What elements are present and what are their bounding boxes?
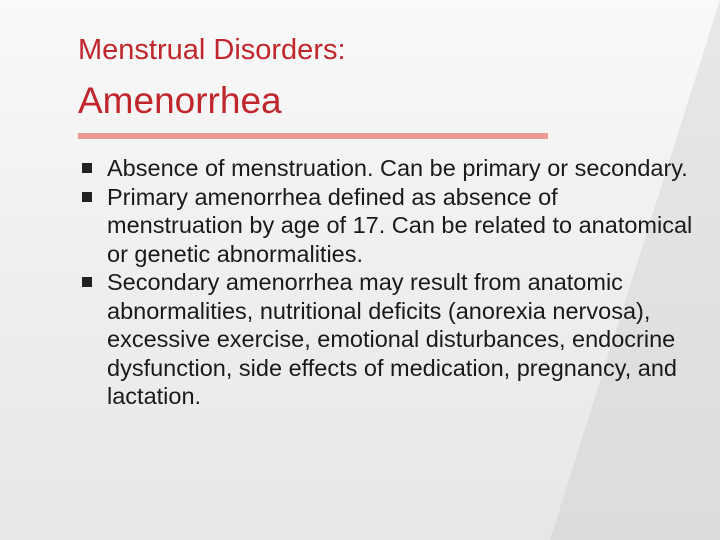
title-underline-rule	[78, 133, 548, 139]
bullet-item	[82, 183, 694, 269]
bullet-list	[82, 154, 694, 411]
slide-title-main: Amenorrhea	[78, 80, 282, 121]
square-bullet-icon	[82, 192, 92, 202]
bullet-item	[82, 154, 694, 183]
square-bullet-icon	[82, 163, 92, 173]
bullet-text: Absence of menstruation. Can be primary or secondary.	[107, 155, 688, 181]
bullet-text: Primary amenorrhea defined as absence of menstruation by age of 17. Can be related to anatomical or genetic abnormalities.	[107, 183, 693, 267]
square-bullet-icon	[82, 277, 92, 287]
bullet-item	[82, 268, 694, 411]
slide-title-topic: Menstrual Disorders:	[78, 34, 346, 66]
bullet-text: Secondary amenorrhea may result from anatomic abnormalities, nutritional deficits (anorexia nervosa), excessive exercise, emotional disturbances, endocrine dysfunction, side effects of medication, pregnancy, and lactation.	[107, 269, 678, 409]
